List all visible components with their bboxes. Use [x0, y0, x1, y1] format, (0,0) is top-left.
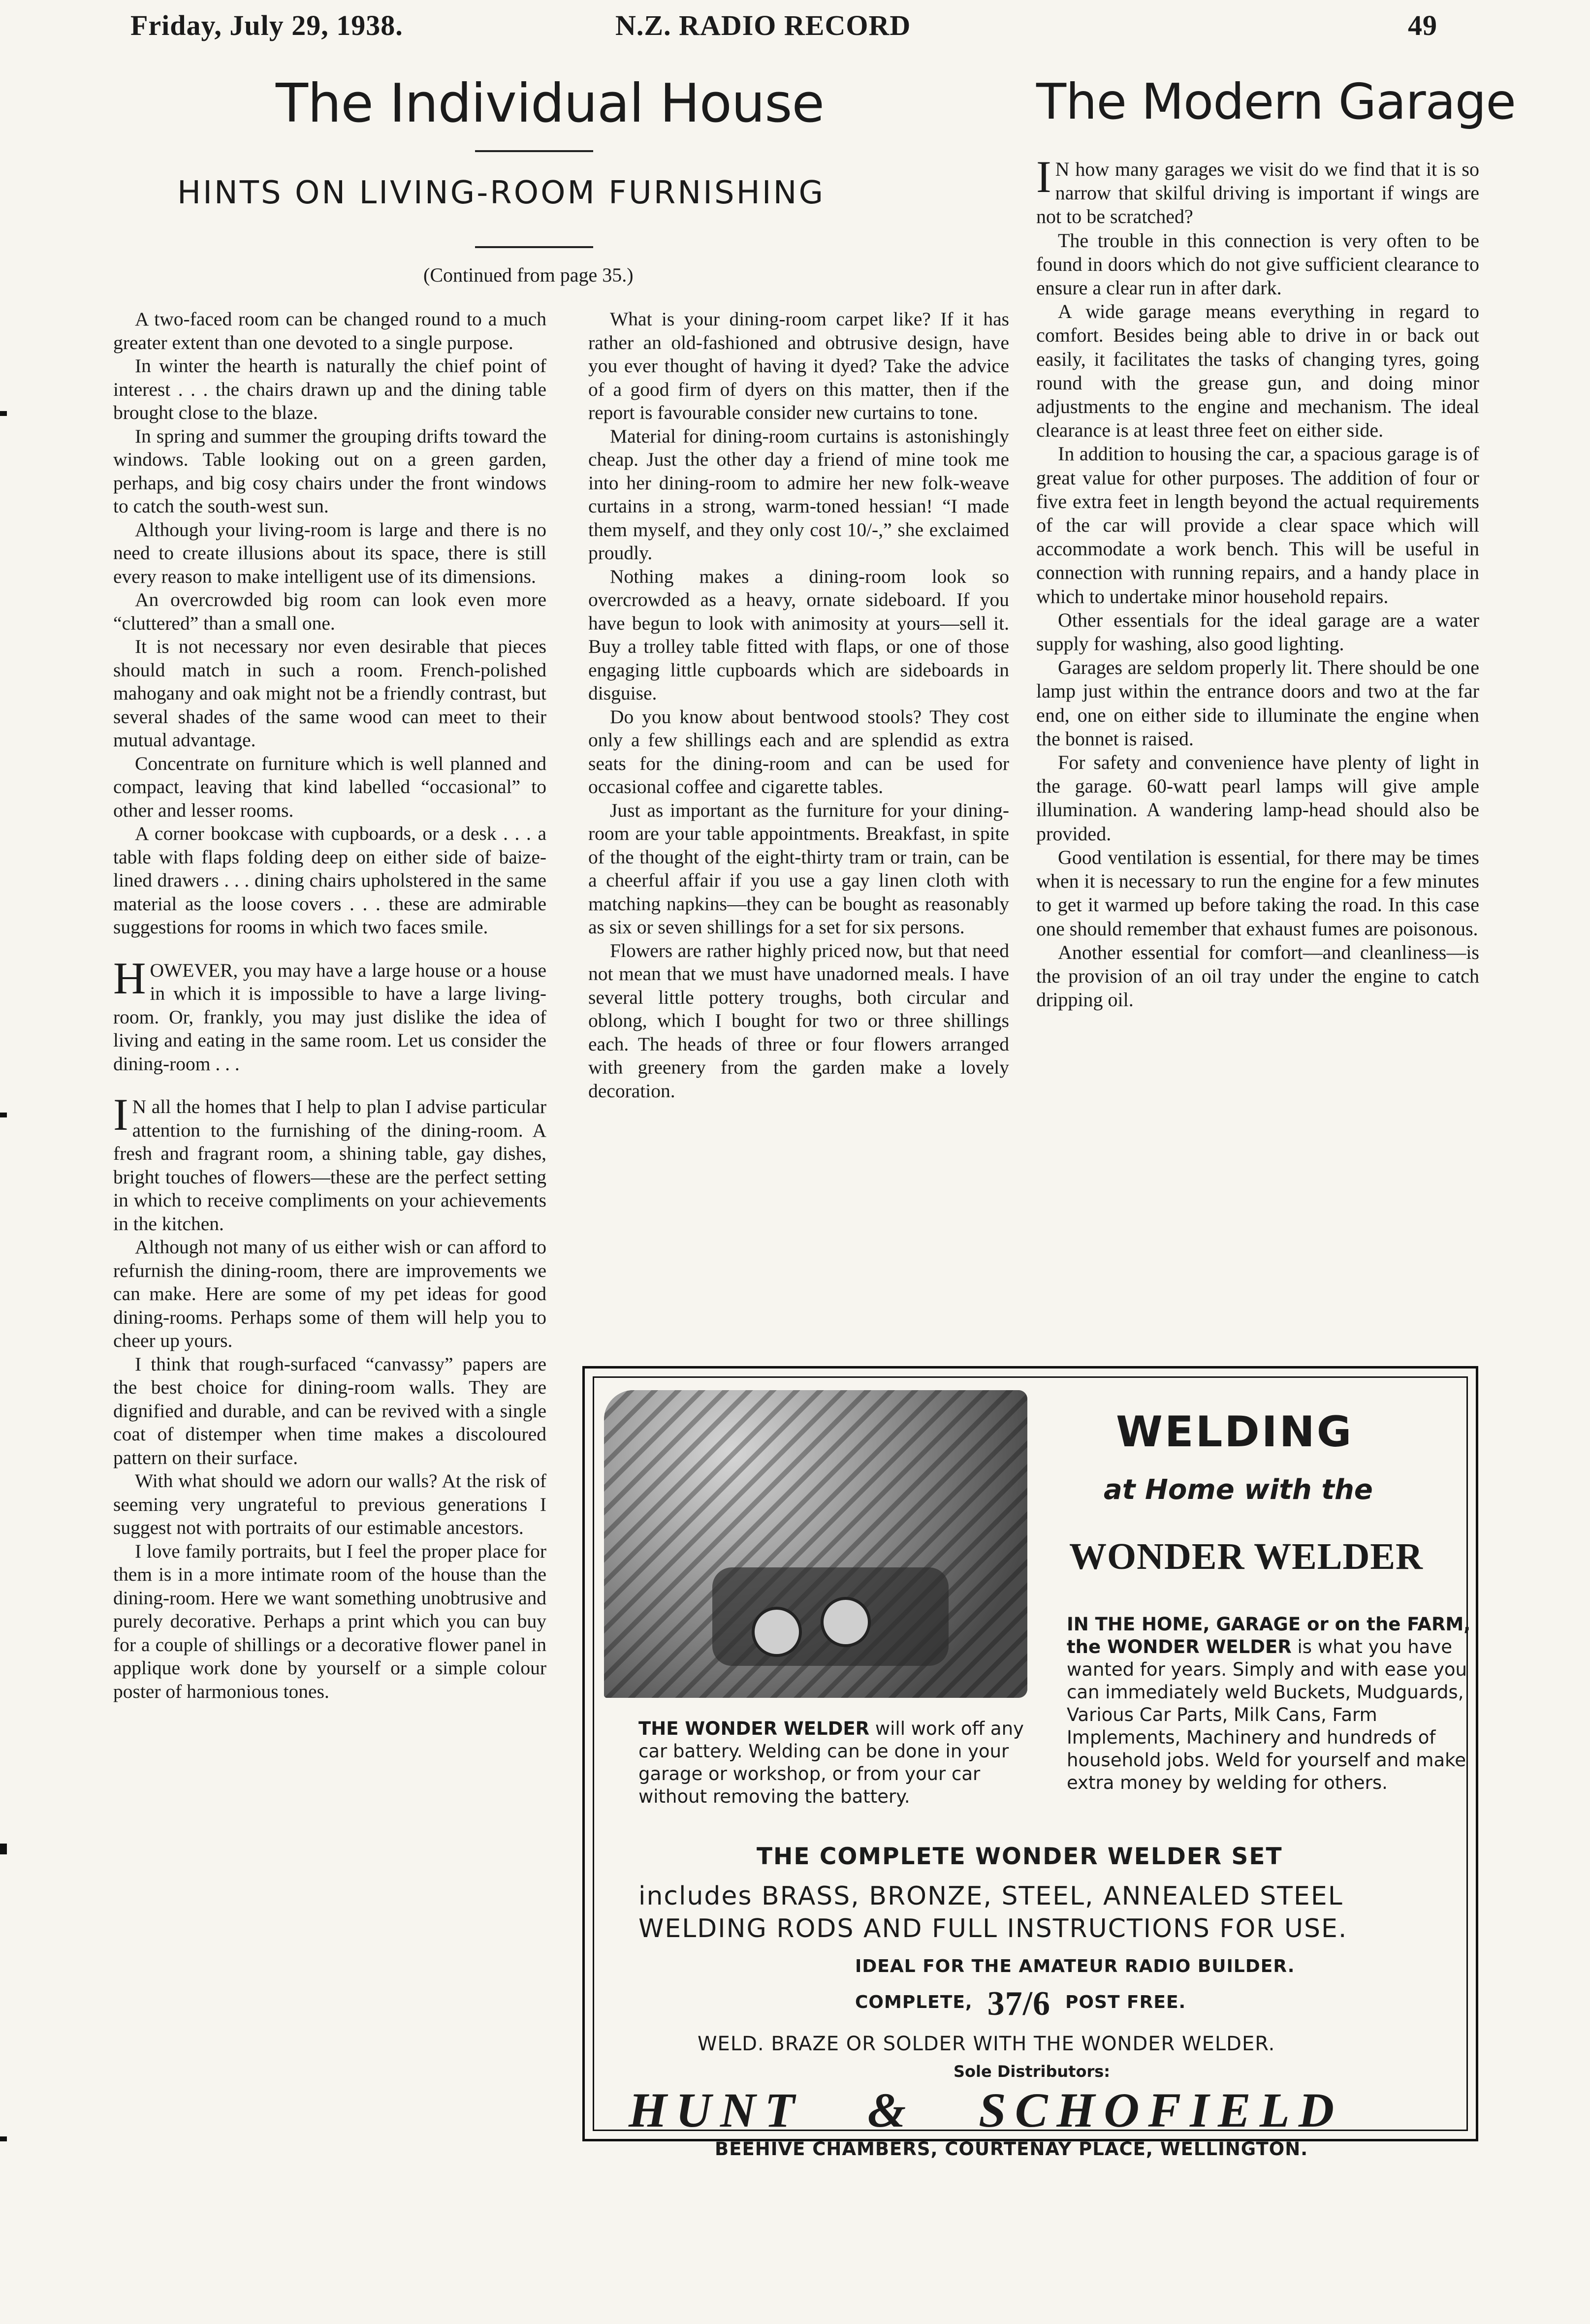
article-title-modern-garage: The Modern Garage [1036, 73, 1516, 130]
caption-text: will work off any car battery. Welding can be done in your garage or workshop, or from your car without removing the battery. [638, 1718, 1024, 1807]
article-subtitle: HINTS ON LIVING-ROOM FURNISHING [177, 175, 826, 211]
continued-note: (Continued from page 35.) [423, 264, 634, 286]
paragraph: I love family portraits, but I feel the proper place for them is in a more intimate room of the house than the dining-room. Here we want something unobtrusive and purely decorative. Perhaps a print which you can buy for a couple of shillings or a decorative flower panel in applique work done by yourself or a simple colour poster of harmonious tones. [113, 1540, 546, 1702]
margin-mark [0, 411, 7, 416]
header-page-number: 49 [1408, 9, 1437, 41]
paragraph: A corner bookcase with cupboards, or a desk . . . a table with flaps folding deep on either side of baize-lined drawers . . . dining chairs upholstered in the same material as the loose covers . . . these are admirable suggestions for rooms in which two faces smile. [113, 823, 546, 938]
header-date: Friday, July 29, 1938. [130, 9, 403, 41]
ad-intro-text: is what you have wanted for years. Simply and with ease you can immediately weld Buckets, Mudguards, Various Car Parts, Milk Cans, Farm Implements, Machinery and hundreds of household jobs. Weld for yourself and make extra money by welding for others. [1067, 1636, 1467, 1793]
header-publication: N.Z. RADIO RECORD [615, 9, 911, 41]
tagline: WELD. BRAZE OR SOLDER WITH THE WONDER WELDER. [698, 2033, 1275, 2055]
ad-headline: WELDING [1116, 1407, 1354, 1457]
firm-address: BEEHIVE CHAMBERS, COURTENAY PLACE, WELLINGTON. [715, 2138, 1308, 2160]
drop-cap: I [113, 1089, 128, 1140]
paragraph: Good ventilation is essential, for there may be times when it is necessary to run the engine for a few minutes to get it warmed up before taking the road. In this case one should remember that exhaust fumes are poisonous. [1036, 846, 1479, 940]
article-title-individual-house: The Individual House [276, 73, 824, 134]
paragraph: Flowers are rather highly priced now, but that need not mean that we must have unadorned meals. I have several little pottery troughs, both circular and oblong, which I bought for two or three shillings each. The heads of three or four flowers arranged with greenery from the garden make a lovely decoration. [588, 939, 1009, 1102]
paragraph: In winter the hearth is naturally the chief point of interest . . . the chairs drawn up and the dining table brought close to the blaze. [113, 355, 546, 423]
complete-label: COMPLETE, [855, 1992, 973, 2012]
firm-name [629, 2082, 1407, 2138]
paragraph: Concentrate on furniture which is well planned and compact, leaving that kind labelled “occasional” to other and lesser rooms. [113, 752, 546, 821]
paragraph: Do you know about bentwood stools? They cost only a few shillings each and are splendid as extra seats for the dining-room and can be used for occasional coffee and cigarette tables. [588, 705, 1009, 797]
title-rule [475, 150, 593, 152]
set-description: includes BRASS, BRONZE, STEEL, ANNEALED STEEL WELDING RODS AND FULL INSTRUCTIONS FOR USE. [638, 1881, 1348, 1943]
ad-product-name: WONDER WELDER [1069, 1536, 1423, 1577]
margin-mark [0, 1113, 7, 1117]
margin-mark [0, 1844, 7, 1854]
firm-name-a: HUNT [629, 2083, 804, 2137]
paragraph-text: N how many garages we visit do we find that it is so narrow that skilful driving is important if wings are not to be scratched? [1036, 158, 1479, 228]
distributors-label: Sole Distributors: [954, 2062, 1111, 2081]
paragraph: Material for dining-room curtains is astonishingly cheap. Just the other day a friend of mine took me into her dining-room to admire her new folk-weave curtains in a strong, warm-toned hessian! “I made them myself, and they only cost 10/-,” she exclaimed proudly. [588, 425, 1009, 564]
drop-cap: I [1036, 152, 1051, 202]
paragraph: A wide garage means everything in regard to comfort. Besides being able to drive in or back out easily, it facilitates the tasks of changing tyres, going round with the grease gun, and doing minor adjustments to the engine and mechanism. The ideal clearance is at least three feet on either side. [1036, 300, 1479, 442]
photo-caption [638, 1718, 1047, 1808]
paragraph: Although your living-room is large and there is no need to create illusions about its space, there is still every reason to make intelligent use of its dimensions. [113, 518, 546, 587]
paragraph: Other essentials for the ideal garage are a water supply for washing, also good lighting. [1036, 608, 1479, 655]
ad-intro [1067, 1613, 1480, 1794]
paragraph: It is not necessary nor even desirable that pieces should match in such a room. French-polished mahogany and oak might not be a friendly contrast, but several shades of the same wood can meet to their mutual advantage. [113, 636, 546, 751]
price-line [855, 1984, 1186, 2024]
engine-photo [604, 1390, 1027, 1698]
paragraph: Garages are seldom properly lit. There should be one lamp just within the entrance doors and two at the far end, one on either side to illuminate the engine when the bonnet is raised. [1036, 656, 1479, 750]
caption-bold: THE WONDER WELDER [638, 1718, 870, 1739]
paragraph-text: OWEVER, you may have a large house or a house in which it is impossible to have a large living-room. Or, frankly, you may just dislike the idea of living and eating in the same room. Let us consider the dining-room . . . [113, 959, 546, 1075]
ad-subheadline: at Home with the [1104, 1474, 1373, 1506]
paragraph: Just as important as the furniture for your dining-room are your table appointments. Breakfast, in spite of the thought of the eight-thirty tram or train, can be a cheerful affair if you use a gay linen cloth with matching napkins—they can be bought as reasonably as six or seven shillings for a set for six persons. [588, 799, 1009, 938]
margin-mark [0, 2136, 7, 2141]
paragraph: I think that rough-surfaced “canvassy” papers are the best choice for dining-room walls. They are dignified and durable, and can be revived with a single coat of distemper when time makes a discoloured pattern on their surface. [113, 1353, 546, 1468]
paragraph [113, 1089, 546, 1236]
article-column-1 [113, 308, 546, 1703]
paragraph: A two-faced room can be changed round to a much greater extent than one devoted to a single purpose. [113, 308, 546, 353]
firm-name-b: SCHOFIELD [979, 2083, 1343, 2137]
paragraph: In addition to housing the car, a spacious garage is of great value for other purposes. The addition of four or five extra feet in length beyond the actual requirements of the car will provide a clear space which will accommodate a work bench. This will be useful in connection with running repairs, and a handy place in which to undertake minor household repairs. [1036, 443, 1479, 607]
price: 37/6 [987, 1985, 1051, 2023]
article-column-2 [588, 308, 1009, 1103]
ideal-line: IDEAL FOR THE AMATEUR RADIO BUILDER. [855, 1956, 1295, 1976]
subtitle-rule [475, 246, 593, 248]
wonder-welder-advertisement [582, 1366, 1478, 2160]
set-title: THE COMPLETE WONDER WELDER SET [757, 1843, 1283, 1870]
paragraph: With what should we adorn our walls? At the risk of seeming very ungrateful to previous generations I suggest not with portraits of our estimable ancestors. [113, 1470, 546, 1538]
paragraph [113, 953, 546, 1076]
post-free: POST FREE. [1065, 1992, 1186, 2012]
paragraph: For safety and convenience have plenty of light in the garage. 60-watt pearl lamps will give ample illumination. A wandering lamp-head should also be provided. [1036, 751, 1479, 845]
drop-cap: H [113, 953, 146, 1003]
garage-article-column [1036, 152, 1479, 1012]
ad-intro-bold: IN THE HOME, GARAGE or on the FARM, the WONDER WELDER [1067, 1614, 1471, 1657]
firm-ampersand: & [867, 2083, 915, 2137]
paragraph: An overcrowded big room can look even more “cluttered” than a small one. [113, 589, 546, 634]
paragraph: Nothing makes a dining-room look so overcrowded as a heavy, ornate sideboard. If you have begun to look with animosity at yours—sell it. Buy a trolley table fitted with flaps, or one of those engaging little cupboards which are sideboards in disguise. [588, 565, 1009, 704]
paragraph: The trouble in this connection is very often to be found in doors which do not give sufficient clearance to ensure a clear run in after dark. [1036, 229, 1479, 299]
paragraph-text: N all the homes that I help to plan I advise particular attention to the furnishing of the dining-room. A fresh and fragrant room, a shining table, gay dishes, bright touches of flowers—these are the perfect setting in which to receive compliments on your achievements in the kitchen. [113, 1096, 546, 1235]
paragraph: Another essential for comfort—and cleanliness—is the provision of an oil tray under the engine to catch dripping oil. [1036, 941, 1479, 1011]
paragraph [1036, 152, 1479, 229]
ad-inner-border [593, 1376, 1471, 2160]
paragraph: In spring and summer the grouping drifts toward the windows. Table looking out on a green garden, perhaps, and big cosy chairs under the front windows to catch the south-west sun. [113, 425, 546, 517]
paragraph: What is your dining-room carpet like? If it has rather an old-fashioned and obtrusive design, have you ever thought of having it dyed? Take the advice of a good firm of dyers on this matter, then if the report is favourable consider new curtains to tone. [588, 308, 1009, 423]
paragraph: Although not many of us either wish or can afford to refurnish the dining-room, there are improvements we can make. Here are some of my pet ideas for good dining-rooms. Perhaps some of them will help you to cheer up yours. [113, 1236, 546, 1351]
